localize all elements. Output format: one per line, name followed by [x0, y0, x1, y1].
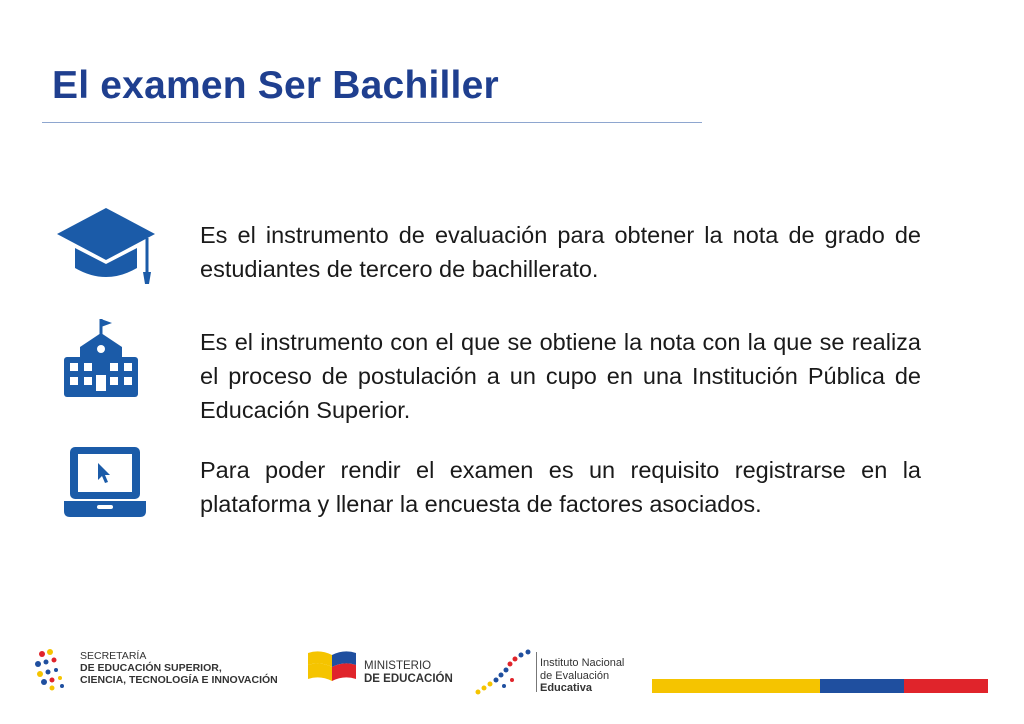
ineval-line2: de Evaluación [540, 669, 610, 682]
graduation-cap-icon [55, 206, 157, 286]
ineval-divider [536, 652, 537, 692]
mineduc-line2: DE EDUCACIÓN [364, 673, 453, 685]
senescyt-logo-text [80, 650, 278, 686]
senescyt-line1: SECRETARÍA [80, 650, 147, 662]
mineduc-flag-logo-icon [306, 649, 358, 689]
flag-bar-yellow [652, 679, 820, 693]
ineval-logo-text [540, 657, 624, 695]
school-building-icon [62, 317, 140, 399]
slide-title: El examen Ser Bachiller [52, 64, 499, 107]
senescyt-line3: CIENCIA, TECNOLOGÍA E INNOVACIÓN [80, 674, 278, 686]
item-text-1: Es el instrumento de evaluación para obtener la nota de grado de estudiantes de tercero de bachillerato. [200, 222, 921, 282]
title-divider [42, 122, 702, 123]
ineval-line3: Educativa [540, 682, 592, 694]
mineduc-logo-text [364, 660, 453, 686]
ineval-line1: Instituto Nacional [540, 657, 625, 669]
item-text-3: Para poder rendir el examen es un requisito registrarse en la plataforma y llenar la encuesta de factores asociados. [200, 457, 921, 517]
flag-bar-blue [820, 679, 904, 693]
senescyt-line2: DE EDUCACIÓN SUPERIOR, [80, 662, 222, 674]
mineduc-line1: MINISTERIO [364, 660, 432, 672]
item-text-2: Es el instrumento con el que se obtiene la nota con la que se realiza el proceso de postulación a un cupo en una Institución Pública de Educación Superior. [200, 329, 921, 423]
flag-bar-red [904, 679, 988, 693]
senescyt-logo-icon [34, 648, 78, 692]
ineval-logo-icon [474, 648, 536, 696]
laptop-cursor-icon [62, 445, 148, 519]
